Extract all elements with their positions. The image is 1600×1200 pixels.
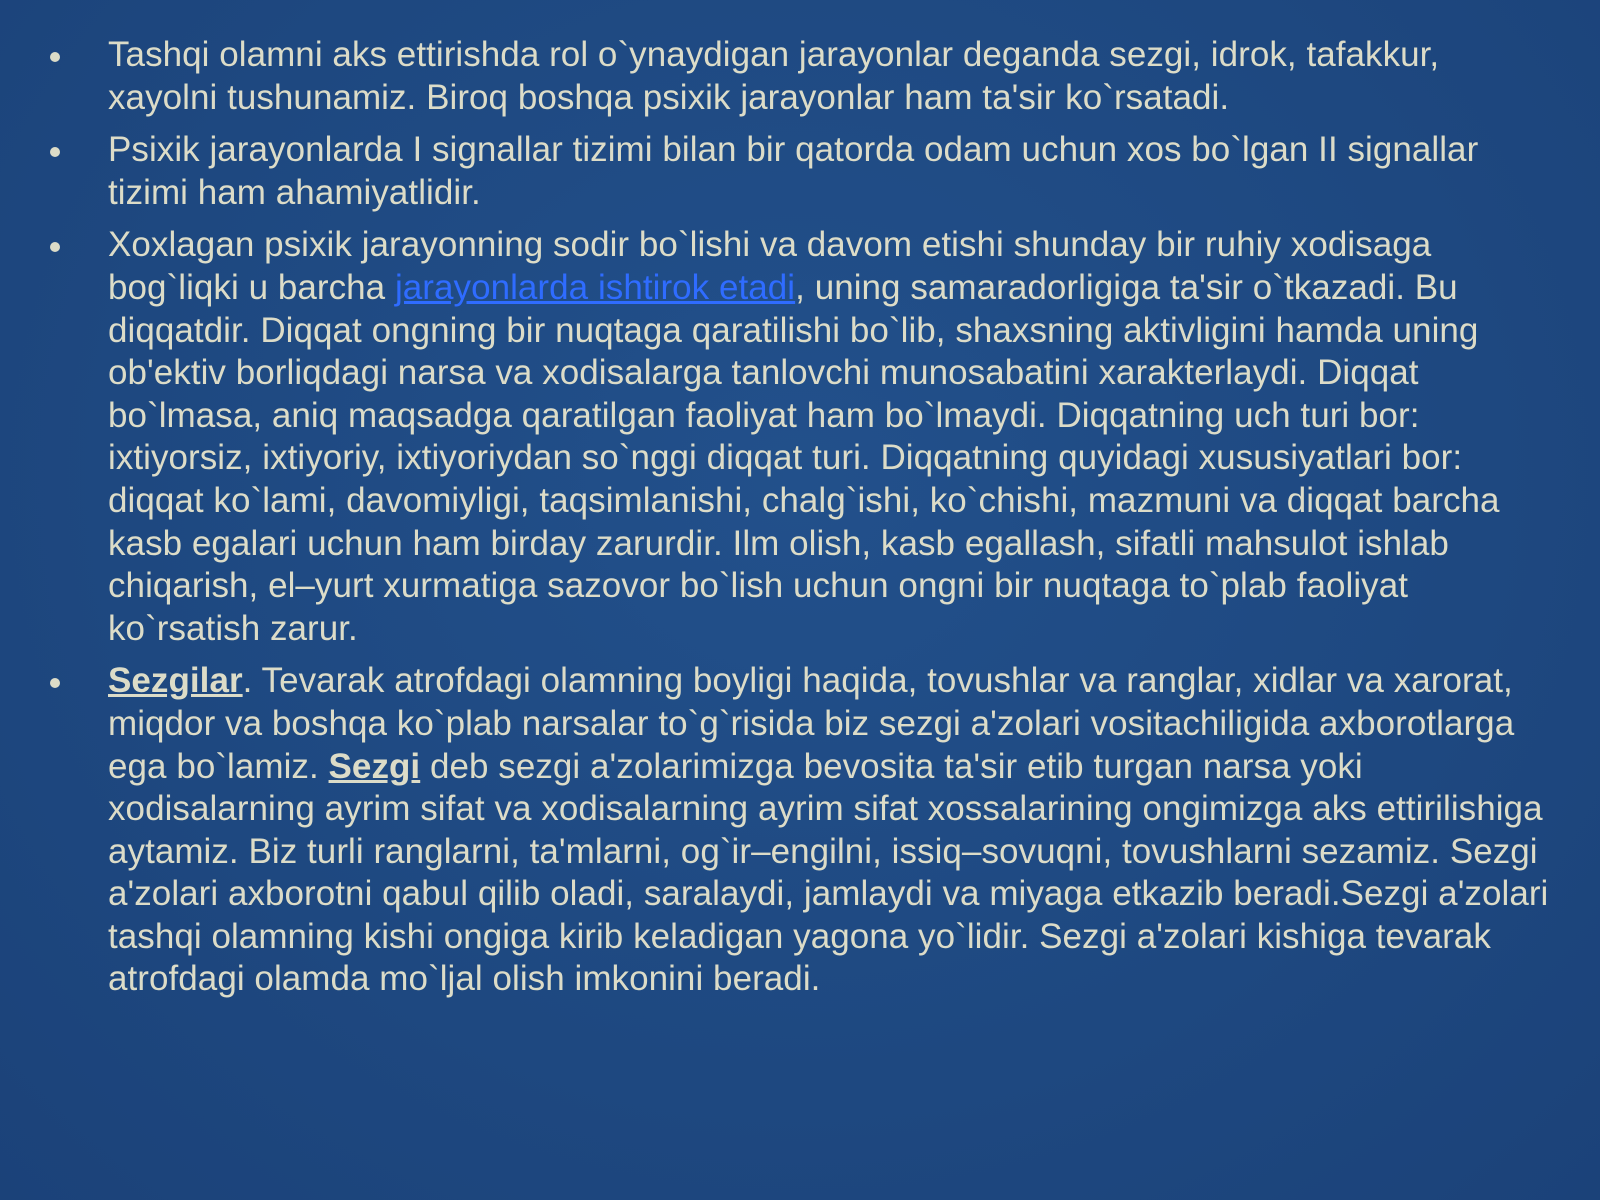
- bullet-signal-systems: [108, 129, 1558, 214]
- bullet-perception-processes: [108, 34, 1558, 119]
- bullet-list: [108, 34, 1558, 1011]
- bullet-text-part1: . Tevarak atrofdagi olamning boyligi haqida, tovushlar va ranglar, xidlar va xarorat, miqdor va boshqa ko`plab narsalar to`g`risida biz sezgi a'zolari vositachiligida axborotlarga ega bo`lamiz.: [108, 661, 1515, 786]
- bullet-text-part2: deb sezgi a'zolarimizga bevosita ta'sir etib turgan narsa yoki xodisalarning ayrim sifat va xodisalarning ayrim sifat xossalarining ongimizga aks ettirilishiga aytamiz. Biz turli ranglarni, ta'mlarni, og`ir–engilni, issiq–sovuqni, tovushlarni sezamiz. Sezgi a'zolari axborotni qabul qilib oladi, saralaydi, jamlaydi va miyaga etkazib beradi.Sezgi a'zolari tashqi olamning kishi ongiga kirib keladigan yagona yo`lidir. Sezgi a'zolari kishiga tevarak atrofdagi olamda mo`ljal olish imkonini beradi.: [108, 746, 1549, 999]
- bullet-text: Tashqi olamni aks ettirishda rol o`ynaydigan jarayonlar deganda sezgi, idrok, tafakkur, xayolni tushunamiz. Biroq boshqa psixik jarayonlar ham ta'sir ko`rsatadi.: [108, 35, 1440, 117]
- term-sezgi: Sezgi: [328, 746, 421, 786]
- bullet-text-before-link: Xoxlagan psixik jarayonning sodir bo`lishi va davom etishi shunday bir ruhiy xodisaga bog`liqki u barcha: [108, 225, 1432, 307]
- attention-link[interactable]: jarayonlarda ishtirok etadi: [394, 267, 796, 307]
- bullet-text-after-link: , uning samaradorligiga ta'sir o`tkazadi. Bu diqqatdir. Diqqat ongning bir nuqtaga qaratilishi bo`lib, shaxsning aktivligini hamda uning ob'ektiv borliqdagi narsa va xodisalarga tanlovchi munosabatini xarakterlaydi. Diqqat bo`lmasa, aniq maqsadga qaratilgan faoliyat ham bo`lmaydi. Diqqatning uch turi bor: ixtiyorsiz, ixtiyoriy, ixtiyoriydan so`nggi diqqat turi. Diqqatning quyidagi xususiyatlari bor: diqqat ko`lami, davomiyligi, taqsimlanishi, chalg`ishi, ko`chishi, mazmuni va diqqat barcha kasb egalari uchun ham birday zarurdir. Ilm olish, kasb egallash, sifatli mahsulot ishlab chiqarish, el–yurt xurmatiga sazovor bo`lish uchun ongni bir nuqtaga to`plab faoliyat ko`rsatish zarur.: [108, 267, 1500, 648]
- term-sezgilar: Sezgilar: [108, 661, 243, 701]
- bullet-attention: [108, 224, 1558, 650]
- bullet-sensations: [108, 660, 1558, 1001]
- bullet-text: Psixik jarayonlarda I signallar tizimi bilan bir qatorda odam uchun xos bo`lgan II signallar tizimi ham ahamiyatlidir.: [108, 130, 1479, 212]
